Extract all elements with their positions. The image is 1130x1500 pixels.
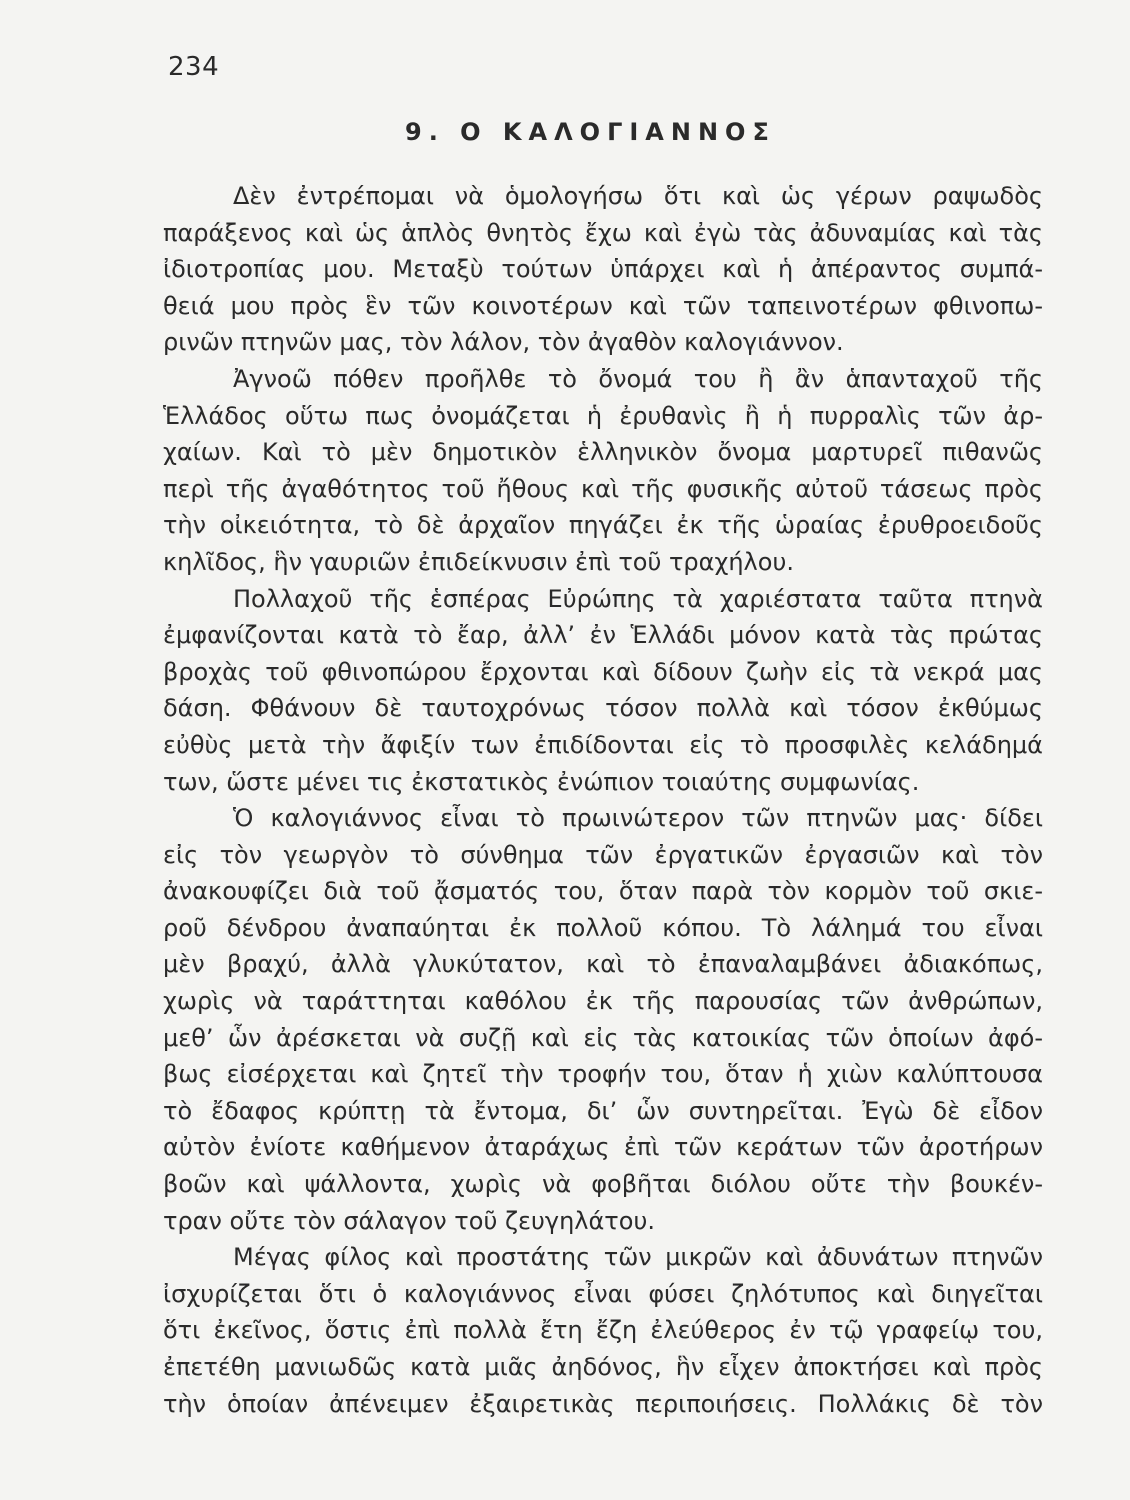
- text-line: ἀνακουφίζει διὰ τοῦ ᾄσματός του, ὅταν παρὰ τὸν κορμὸν τοῦ σκιε-: [163, 877, 1043, 906]
- text-line: ἰδιοτροπίας μου. Μεταξὺ τούτων ὑπάρχει καὶ ἡ ἀπέραντος συμπά-: [163, 255, 1043, 284]
- text-line: θειά μου πρὸς ἓν τῶν κοινοτέρων καὶ τῶν ταπεινοτέρων φθινοπω-: [163, 291, 1043, 320]
- text-line: μεθ’ ὧν ἀρέσκεται νὰ συζῇ καὶ εἰς τὰς κατοικίας τῶν ὁποίων ἀφό-: [163, 1023, 1043, 1052]
- text-line: ἰσχυρίζεται ὅτι ὁ καλογιάννος εἶναι φύσει ζηλότυπος καὶ διηγεῖται: [163, 1279, 1043, 1308]
- text-line: ρινῶν πτηνῶν μας, τὸν λάλον, τὸν ἀγαθὸν καλογιάννον.: [163, 328, 844, 357]
- text-line: χαίων. Καὶ τὸ μὲν δημοτικὸν ἑλληνικὸν ὄνομα μαρτυρεῖ πιθανῶς: [163, 438, 1043, 467]
- text-line: βροχὰς τοῦ φθινοπώρου ἔρχονται καὶ δίδουν ζωὴν εἰς τὰ νεκρά μας: [163, 657, 1043, 686]
- body-text: [163, 178, 1043, 1422]
- text-line: ἐμφανίζονται κατὰ τὸ ἔαρ, ἀλλ’ ἐν Ἑλλάδι μόνον κατὰ τὰς πρώτας: [163, 621, 1043, 650]
- chapter-title: 9. Ο ΚΑΛΟΓΙΑΝΝΟΣ: [405, 118, 776, 146]
- text-line: εὐθὺς μετὰ τὴν ἄφιξίν των ἐπιδίδονται εἰς τὸ προσφιλὲς κελάδημά: [163, 730, 1043, 759]
- text-line: Δὲν ἐντρέπομαι νὰ ὁμολογήσω ὅτι καὶ ὡς γέρων ραψωδὸς: [233, 182, 1043, 210]
- text-line: των, ὥστε μένει τις ἐκστατικὸς ἐνώπιον τοιαύτης συμφωνίας.: [163, 767, 920, 796]
- text-line: ἐπετέθη μανιωδῶς κατὰ μιᾶς ἀηδόνος, ἣν εἶχεν ἀποκτήσει καὶ πρὸς: [163, 1353, 1043, 1381]
- text-line: Ἀγνοῶ πόθεν προῆλθε τὸ ὄνομά του ἢ ἂν ἁπανταχοῦ τῆς: [233, 364, 1043, 393]
- text-line: δάση. Φθάνουν δὲ ταυτοχρόνως τόσον πολλὰ καὶ τόσον ἐκθύμως: [163, 694, 1043, 723]
- text-line: τὸ ἔδαφος κρύπτῃ τὰ ἔντομα, δι’ ὧν συντηρεῖται. Ἐγὼ δὲ εἶδον: [163, 1096, 1043, 1125]
- text-line: τὴν ὁποίαν ἀπένειμεν ἐξαιρετικὰς περιποιήσεις. Πολλάκις δὲ τὸν: [163, 1389, 1043, 1418]
- text-line: περὶ τῆς ἀγαθότητος τοῦ ἤθους καὶ τῆς φυσικῆς αὐτοῦ τάσεως πρὸς: [163, 474, 1043, 503]
- text-line: χωρὶς νὰ ταράττηται καθόλου ἐκ τῆς παρουσίας τῶν ἀνθρώπων,: [163, 987, 1043, 1016]
- text-line: ὅτι ἐκεῖνος, ὅστις ἐπὶ πολλὰ ἔτη ἔζη ἐλεύθερος ἐν τῷ γραφείῳ του,: [163, 1316, 1043, 1345]
- text-line: τὴν οἰκειότητα, τὸ δὲ ἀρχαῖον πηγάζει ἐκ τῆς ὡραίας ἐρυθροειδοῦς: [163, 511, 1043, 540]
- text-line: Μέγας φίλος καὶ προστάτης τῶν μικρῶν καὶ ἀδυνάτων πτηνῶν: [233, 1243, 1043, 1272]
- text-line: κηλῖδος, ἣν γαυριῶν ἐπιδείκνυσιν ἐπὶ τοῦ τραχήλου.: [163, 547, 794, 576]
- text-line: μὲν βραχύ, ἀλλὰ γλυκύτατον, καὶ τὸ ἐπαναλαμβάνει ἀδιακόπως,: [163, 950, 1043, 979]
- text-line: παράξενος καὶ ὡς ἁπλὸς θνητὸς ἔχω καὶ ἐγὼ τὰς ἀδυναμίας καὶ τὰς: [163, 218, 1043, 247]
- text-line: Πολλαχοῦ τῆς ἑσπέρας Εὐρώπης τὰ χαριέστατα ταῦτα πτηνὰ: [233, 584, 1043, 613]
- text-line: Ὁ καλογιάννος εἶναι τὸ πρωινώτερον τῶν πτηνῶν μας· δίδει: [233, 804, 1043, 833]
- text-line: βως εἰσέρχεται καὶ ζητεῖ τὴν τροφήν του, ὅταν ἡ χιὼν καλύπτουσα: [163, 1060, 1043, 1089]
- text-line: τραν οὔτε τὸν σάλαγον τοῦ ζευγηλάτου.: [163, 1206, 655, 1235]
- text-line: ροῦ δένδρου ἀναπαύηται ἐκ πολλοῦ κόπου. Τὸ λάλημά του εἶναι: [163, 913, 1043, 942]
- text-line: αὐτὸν ἐνίοτε καθήμενον ἀταράχως ἐπὶ τῶν κεράτων τῶν ἀροτήρων: [163, 1133, 1043, 1162]
- page-number: 234: [168, 52, 220, 82]
- text-line: βοῶν καὶ ψάλλοντα, χωρὶς νὰ φοβῆται διόλου οὔτε τὴν βουκέν-: [163, 1170, 1043, 1199]
- text-line: Ἑλλάδος οὕτω πως ὀνομάζεται ἡ ἐρυθανὶς ἢ ἡ πυρραλὶς τῶν ἀρ-: [163, 401, 1043, 430]
- text-line: εἰς τὸν γεωργὸν τὸ σύνθημα τῶν ἐργατικῶν ἐργασιῶν καὶ τὸν: [163, 840, 1043, 869]
